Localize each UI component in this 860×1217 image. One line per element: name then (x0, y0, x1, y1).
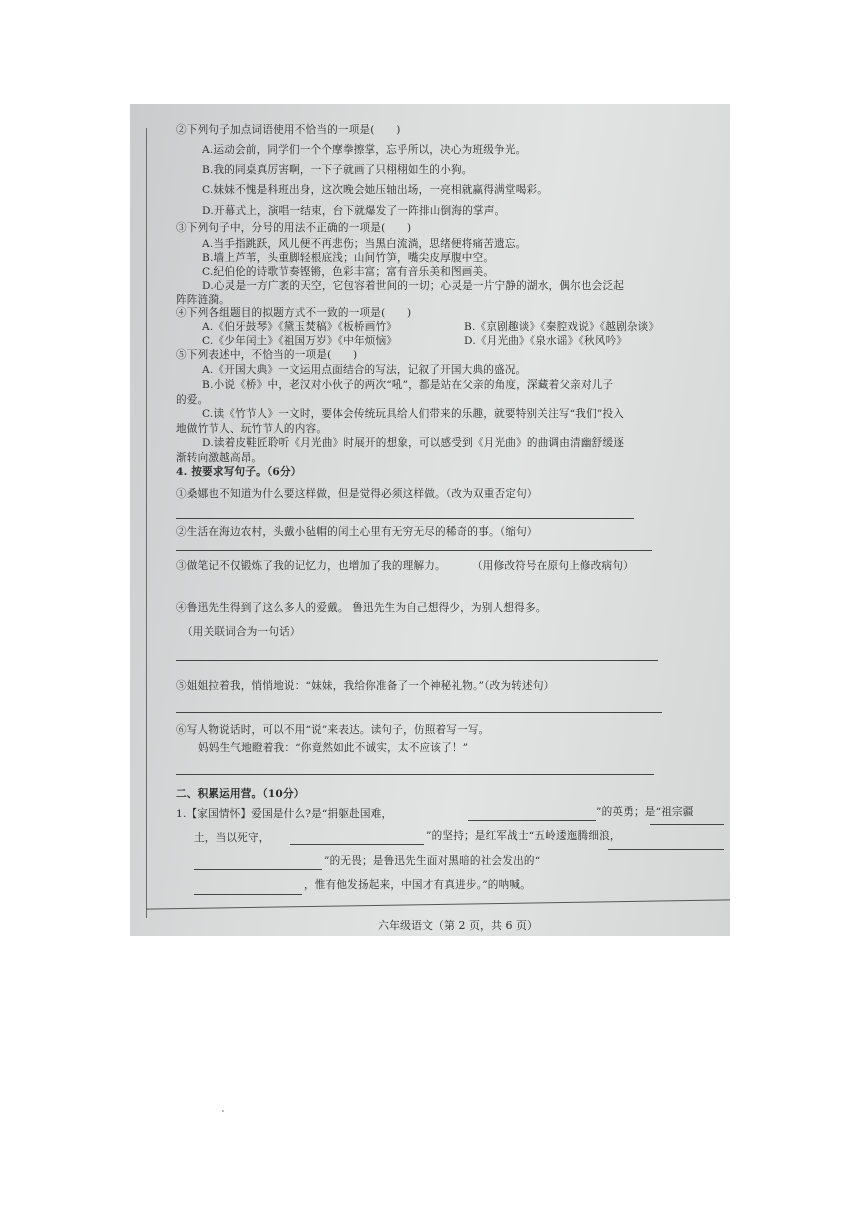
page-footer: 六年级语文（第 2 页，共 6 页） (378, 919, 538, 932)
sentence-2: ②生活在海边农村，头戴小毡帽的闰土心里有无穷无尽的稀奇的事。（缩句） (176, 526, 538, 538)
answer-line-4[interactable] (176, 660, 658, 661)
blank-4[interactable] (608, 849, 724, 850)
sentence-6: ⑥写人物说话时，可以不用“说”来表达。读句子，仿照着写一写。 (176, 724, 490, 736)
part2-q1-line2-a: 土，当以死守， (194, 832, 270, 844)
part2-q1-line1-b: ”的英勇；是“祖宗疆 (596, 806, 694, 818)
q5-option-b-line2: 的爱。 (176, 394, 209, 406)
q4-option-a: A.《伯牙鼓琴》《黛玉焚稿》《板桥画竹》 (202, 321, 398, 333)
blank-1[interactable] (468, 820, 596, 821)
q3-option-b: B.墙上芦苇，头重脚轻根底浅；山间竹笋，嘴尖皮厚腹中空。 (202, 252, 495, 264)
part2-title: 二、积累运用营。（10分） (176, 788, 305, 800)
sentence-3: ③做笔记不仅锻炼了我的记忆力，也增加了我的理解力。 (176, 560, 446, 572)
answer-line-1[interactable] (176, 518, 634, 519)
q3-option-c: C.纪伯伦的诗歌节奏铿锵，色彩丰富；富有音乐美和图画美。 (202, 266, 495, 278)
q5-option-d-line2: 渐转向激越高昂。 (176, 452, 263, 464)
q4-option-d: D.《月光曲》《泉水谣》《秋风吟》 (464, 335, 628, 347)
q2-option-a: A.运动会前，同学们一个个摩拳擦掌，忘乎所以，决心为班级争光。 (202, 144, 527, 156)
q5-option-a: A.《开国大典》一文运用点面结合的写法，记叙了开国大典的盛况。 (202, 364, 527, 376)
q3-stem: ③下列句子中，分号的用法不正确的一项是( ) (176, 222, 412, 234)
blank-2[interactable] (290, 844, 424, 845)
sentence-5: ⑤姐姐拉着我，悄悄地说：“妹妹，我给你准备了一个神秘礼物。”（改为转述句） (176, 680, 555, 692)
section4-title: 4. 按要求写句子。（6分） (176, 466, 302, 478)
q3-option-d-line2: 阵阵涟漪。 (176, 294, 230, 306)
q2-option-c: C.妹妹不愧是科班出身，这次晚会她压轴出场，一亮相就赢得满堂喝彩。 (202, 184, 549, 196)
scan-speck (222, 1110, 224, 1112)
binding-margin-line (146, 128, 147, 918)
answer-line-2[interactable] (176, 550, 652, 551)
blank-3-cont[interactable] (194, 869, 322, 870)
answer-line-5[interactable] (176, 712, 662, 713)
exam-page-photo (130, 104, 730, 936)
sentence-3-requirement: （用修改符号在原句上修改病句） (472, 560, 634, 572)
q3-option-d-line1: D.心灵是一方广袤的天空，它包容着世间的一切；心灵是一片宁静的湖水，偶尔也会泛起 (202, 280, 625, 292)
q4-option-c: C.《少年闰土》《祖国万岁》《中年烦恼》 (202, 335, 398, 347)
blank-3[interactable] (650, 824, 724, 825)
q2-option-d: D.开幕式上，演唱一结束，台下就爆发了一阵排山倒海的掌声。 (202, 205, 506, 217)
part2-q1-line1-a: 1.【家国情怀】爱国是什么?是“捐躯赴国难， (176, 808, 393, 820)
answer-line-6[interactable] (176, 774, 654, 775)
q2-stem: ②下列句子加点词语使用不恰当的一项是( ) (176, 124, 401, 136)
q4-stem: ④下列各组题目的拟题方式不一致的一项是( ) (176, 307, 412, 319)
q5-option-c-line2: 地做竹节人、玩竹节人的内容。 (176, 423, 328, 435)
part2-q1-line4: ，惟有他发扬起来，中国才有真进步。”的呐喊。 (304, 879, 531, 891)
sentence-1: ①桑娜也不知道为什么要这样做，但是觉得必须这样做。（改为双重否定句） (176, 488, 538, 500)
part2-q1-line2-b: ”的坚持；是红军战士“五岭逶迤腾细浪， (426, 830, 621, 842)
q4-option-b: B.《京剧趣谈》《秦腔戏说》《越剧杂谈》 (464, 321, 660, 333)
q3-option-a: A.当手指跳跃，风儿便不再悲伤；当黑白流淌，思绪便将痛苦遗忘。 (202, 238, 527, 250)
q5-option-d-line1: D.读着皮鞋匠聆听《月光曲》时展开的想象，可以感受到《月光曲》的曲调由清幽舒缓逐 (202, 437, 625, 449)
q5-option-c-line1: C.读《竹节人》一文时，要体会传统玩具给人们带来的乐趣，就要特别关注写“我们”投入 (202, 408, 625, 420)
q5-stem: ⑤下列表述中，不恰当的一项是( ) (176, 349, 358, 361)
sentence-6-example: 妈妈生气地瞪着我：“你竟然如此不诚实，太不应该了！” (198, 742, 469, 754)
part2-q1-line3-a: ”的无畏；是鲁迅先生面对黑暗的社会发出的“ (324, 855, 541, 867)
q5-option-b-line1: B.小说《桥》中，老汉对小伙子的两次“吼”，都是站在父亲的角度，深藏着父亲对儿子 (202, 379, 614, 391)
q2-option-b: B.我的同桌真厉害啊，一下子就画了只栩栩如生的小狗。 (202, 164, 473, 176)
sentence-4-requirement: （用关联词合为一句话） (182, 626, 301, 638)
blank-4-cont[interactable] (194, 894, 302, 895)
sentence-4: ④鲁迅先生得到了这么多人的爱戴。 鲁迅先生为自己想得少，为别人想得多。 (176, 602, 547, 614)
page-bottom-rule (146, 899, 730, 909)
